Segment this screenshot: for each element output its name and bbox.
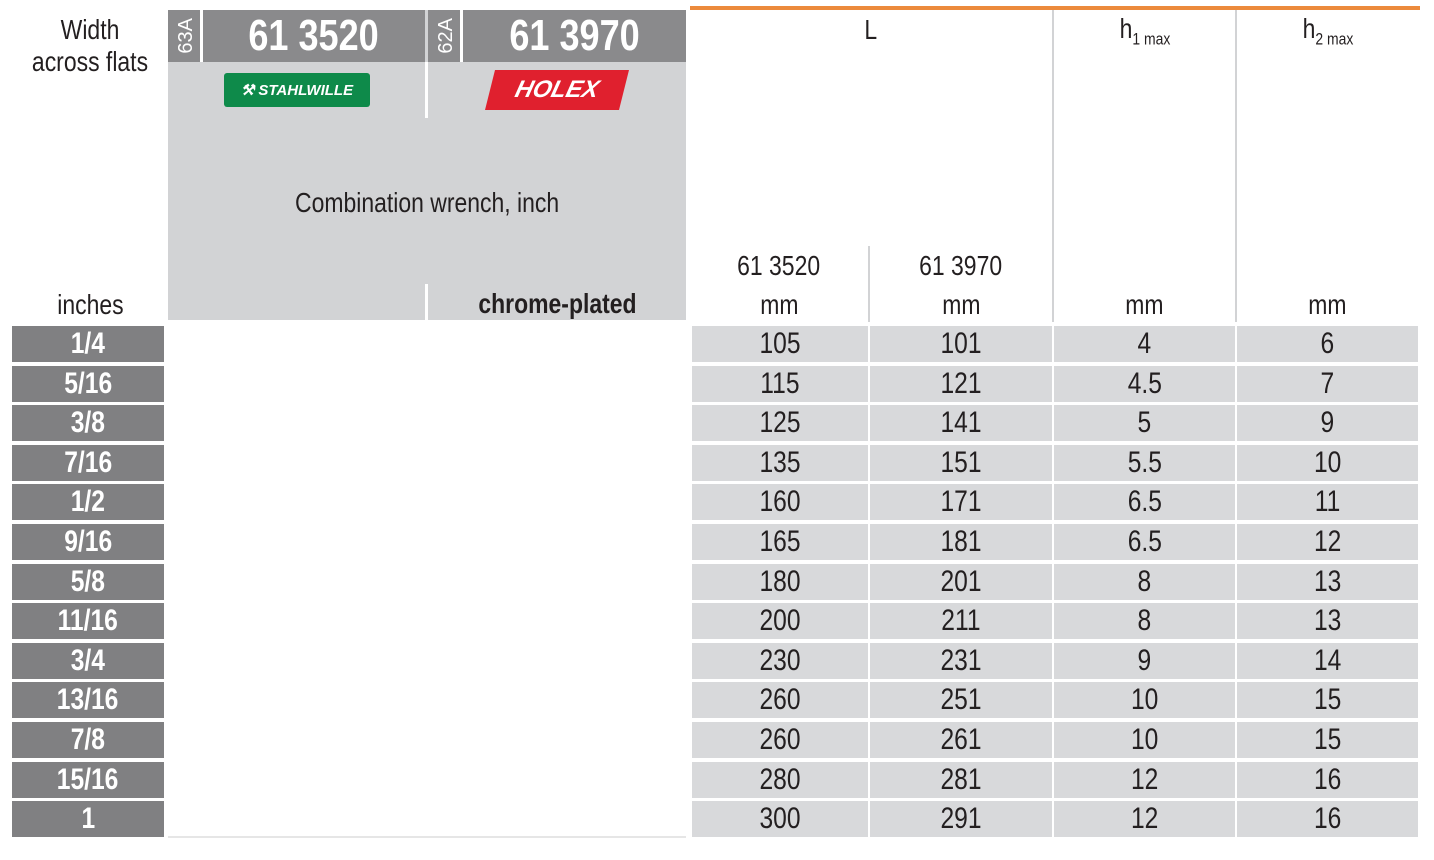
panel-divider-top bbox=[425, 62, 428, 118]
size-cell: 7/8 bbox=[12, 722, 164, 758]
size-cell: 3/4 bbox=[12, 643, 164, 679]
product-code-613970 bbox=[428, 10, 686, 62]
length-613520-cell: 135 bbox=[692, 445, 868, 481]
length-613970-cell: 101 bbox=[870, 326, 1052, 362]
h2-max-cell: 9 bbox=[1237, 405, 1418, 441]
length-613520-cell: 180 bbox=[692, 564, 868, 600]
side-code-63a: 63A bbox=[174, 18, 197, 54]
length-613520-cell: 115 bbox=[692, 366, 868, 402]
length-sub-613520: 61 3520 bbox=[737, 250, 821, 281]
size-cell: 13/16 bbox=[12, 682, 164, 718]
length-613520-cell: 260 bbox=[692, 682, 868, 718]
side-code-62a: 62A bbox=[434, 18, 457, 54]
h1-max-cell: 12 bbox=[1054, 801, 1235, 837]
size-cell: 15/16 bbox=[12, 762, 164, 798]
h1-max-cell: 10 bbox=[1054, 722, 1235, 758]
length-613520-cell: 105 bbox=[692, 326, 868, 362]
header-divider bbox=[1052, 10, 1054, 322]
h2-max-cell: 15 bbox=[1237, 722, 1418, 758]
h2-max-cell: 13 bbox=[1237, 564, 1418, 600]
length-613970-cell: 291 bbox=[870, 801, 1052, 837]
unit-label: mm bbox=[941, 289, 981, 320]
h1-max-cell: 10 bbox=[1054, 682, 1235, 718]
length-613970-cell: 171 bbox=[870, 484, 1052, 520]
h1-max-cell: 4 bbox=[1054, 326, 1235, 362]
length-613520-cell: 300 bbox=[692, 801, 868, 837]
unit-label: mm bbox=[1308, 289, 1347, 320]
h2-max-cell: 13 bbox=[1237, 603, 1418, 639]
length-613970-cell: 151 bbox=[870, 445, 1052, 481]
length-613970-cell: 141 bbox=[870, 405, 1052, 441]
size-cell: 7/16 bbox=[12, 445, 164, 481]
h2-max-cell: 16 bbox=[1237, 801, 1418, 837]
product-code-613520 bbox=[168, 10, 425, 62]
h1-max-cell: 6.5 bbox=[1054, 524, 1235, 560]
length-sub-613970: 61 3970 bbox=[919, 250, 1003, 281]
length-613970-cell: 281 bbox=[870, 762, 1052, 798]
length-613970-cell: 231 bbox=[870, 643, 1052, 679]
length-613970-cell: 251 bbox=[870, 682, 1052, 718]
length-613520-cell: 165 bbox=[692, 524, 868, 560]
length-613970-cell: 201 bbox=[870, 564, 1052, 600]
code-divider bbox=[200, 10, 203, 62]
h1-max-cell: 12 bbox=[1054, 762, 1235, 798]
product-description: Combination wrench, inch bbox=[294, 187, 560, 218]
unit-label: mm bbox=[759, 289, 799, 320]
product-number-613970: 61 3970 bbox=[509, 11, 641, 60]
h2-max-cell: 10 bbox=[1237, 445, 1418, 481]
h2-max-cell: 6 bbox=[1237, 326, 1418, 362]
size-cell: 1 bbox=[12, 801, 164, 837]
length-613520-cell: 160 bbox=[692, 484, 868, 520]
h1-max-cell: 6.5 bbox=[1054, 484, 1235, 520]
h1-max-cell: 4.5 bbox=[1054, 366, 1235, 402]
unit-label: mm bbox=[1125, 289, 1164, 320]
h1-max-cell: 9 bbox=[1054, 643, 1235, 679]
length-613970-cell: 181 bbox=[870, 524, 1052, 560]
size-cell: 9/16 bbox=[12, 524, 164, 560]
length-613970-cell: 261 bbox=[870, 722, 1052, 758]
h1-max-cell: 5 bbox=[1054, 405, 1235, 441]
code-divider bbox=[460, 10, 463, 62]
length-613520-cell: 200 bbox=[692, 603, 868, 639]
h1-max-header: $h_{1 max}$ bbox=[1119, 12, 1170, 49]
length-613520-cell: 260 bbox=[692, 722, 868, 758]
body-bottom-line bbox=[168, 836, 686, 838]
h1-max-cell: 8 bbox=[1054, 603, 1235, 639]
width-across-flats-header bbox=[10, 10, 170, 82]
length-613520-cell: 125 bbox=[692, 405, 868, 441]
length-613520-cell: 280 bbox=[692, 762, 868, 798]
h2-max-cell: 15 bbox=[1237, 682, 1418, 718]
h2-max-header: $h_{2 max}$ bbox=[1302, 12, 1353, 49]
h1-max-cell: 5.5 bbox=[1054, 445, 1235, 481]
length-header: L bbox=[864, 14, 878, 45]
size-cell: 5/8 bbox=[12, 564, 164, 600]
h1-max-cell: 8 bbox=[1054, 564, 1235, 600]
inches-label: inches bbox=[56, 289, 124, 320]
size-cell: 3/8 bbox=[12, 405, 164, 441]
finish-label: chrome-plated bbox=[477, 288, 637, 319]
size-cell: 11/16 bbox=[12, 603, 164, 639]
width-across-flats-label: Width across flats bbox=[31, 14, 149, 77]
product-number-613520: 61 3520 bbox=[248, 11, 380, 60]
h2-max-cell: 12 bbox=[1237, 524, 1418, 560]
stahlwille-logo: ⚒ STAHLWILLE bbox=[224, 73, 370, 107]
header-divider bbox=[1235, 10, 1237, 322]
length-613520-cell: 230 bbox=[692, 643, 868, 679]
inches-header bbox=[10, 286, 170, 324]
size-cell: 1/2 bbox=[12, 484, 164, 520]
wrench-icon: ⚒ bbox=[240, 82, 255, 99]
h2-max-cell: 7 bbox=[1237, 366, 1418, 402]
length-613970-cell: 121 bbox=[870, 366, 1052, 402]
h2-max-cell: 14 bbox=[1237, 643, 1418, 679]
h2-max-cell: 11 bbox=[1237, 484, 1418, 520]
holex-logo: HOLEX bbox=[485, 70, 629, 110]
length-613970-cell: 211 bbox=[870, 603, 1052, 639]
size-cell: 5/16 bbox=[12, 366, 164, 402]
size-cell: 1/4 bbox=[12, 326, 164, 362]
h2-max-cell: 16 bbox=[1237, 762, 1418, 798]
